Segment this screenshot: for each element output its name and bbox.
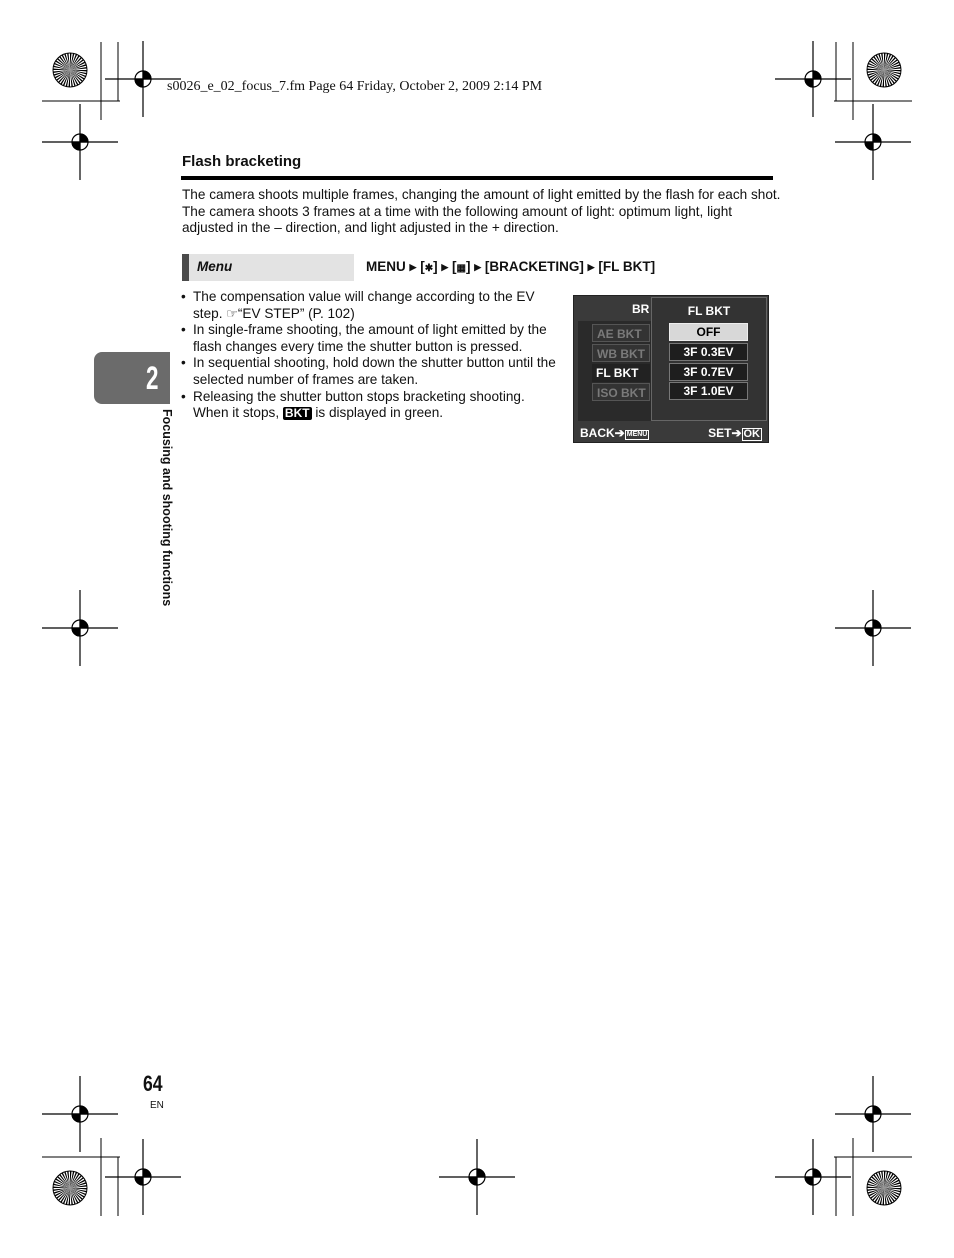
starburst-icon xyxy=(53,1171,87,1205)
option-3f-0-7ev: 3F 0.7EV xyxy=(669,363,748,381)
registration-target-icon xyxy=(42,1076,118,1152)
set-hint: SET➔ OK xyxy=(708,426,760,440)
arrow-right-icon: ▶ xyxy=(441,262,449,272)
back-hint: BACK➔ MENU xyxy=(580,426,648,440)
registration-target-icon xyxy=(775,41,851,117)
menu-item-wb-bkt: WB BKT xyxy=(592,344,650,362)
chapter-title: Focusing and shooting functions xyxy=(160,409,174,607)
page-number: 64 xyxy=(143,1071,163,1096)
registration-target-icon xyxy=(775,1139,851,1215)
arrow-right-icon: ▶ xyxy=(587,262,595,272)
option-3f-0-3ev: 3F 0.3EV xyxy=(669,343,748,361)
registration-target-icon xyxy=(439,1139,515,1215)
list-item: • The compensation value will change according to the EV step. ☞“EV STEP” (P. 102) xyxy=(180,289,558,322)
starburst-icon xyxy=(53,53,87,87)
registration-target-icon xyxy=(835,590,911,666)
menu-button-icon: MENU xyxy=(626,431,648,438)
list-item: • In sequential shooting, hold down the shutter button until the selected number of frames are taken. xyxy=(180,355,558,388)
title-rule xyxy=(181,176,773,180)
menu-step-fl-bkt: [FL BKT] xyxy=(598,259,656,274)
option-3f-1-0ev: 3F 1.0EV xyxy=(669,382,748,400)
chapter-tab xyxy=(94,352,170,404)
starburst-icon xyxy=(867,53,901,87)
registration-target-icon xyxy=(105,1139,181,1215)
arrow-right-icon: ▶ xyxy=(409,262,417,272)
menu-item-fl-bkt: FL BKT xyxy=(592,364,650,382)
camera-menu-screen xyxy=(573,295,769,443)
fl-bkt-popup xyxy=(651,297,767,421)
menu-label: Menu xyxy=(197,259,233,274)
language-code: EN xyxy=(150,1100,164,1111)
menu-item-ae-bkt: AE BKT xyxy=(592,324,650,342)
screen-header: BR xyxy=(632,302,650,316)
registration-target-icon xyxy=(835,104,911,180)
menu-label-box xyxy=(182,254,354,281)
menu-item-iso-bkt: ISO BKT xyxy=(592,383,650,401)
reference-icon: ☞ xyxy=(226,305,238,321)
option-off: OFF xyxy=(669,323,748,341)
ok-button-icon: OK xyxy=(743,428,760,440)
menu-path: MENU ▶ [✱] ▶ [▦] ▶ [BRACKETING] ▶ [FL BKT] xyxy=(366,259,656,274)
section-title: Flash bracketing xyxy=(182,153,302,170)
list-item: • Releasing the shutter button stops bracketing shooting. When it stops, BKT is displayed in green. xyxy=(180,389,558,422)
chapter-number: 2 xyxy=(146,360,159,396)
submenu-icon: ▦ xyxy=(456,263,466,274)
bkt-badge: BKT xyxy=(284,406,310,421)
popup-title: FL BKT xyxy=(687,304,731,318)
list-item: • In single-frame shooting, the amount of light emitted by the flash changes every time the shutter button is pressed. xyxy=(180,322,558,355)
registration-target-icon xyxy=(42,104,118,180)
menu-button-text: MENU xyxy=(366,259,406,274)
custom-menu-icon: ✱ xyxy=(424,263,434,274)
registration-target-icon xyxy=(835,1076,911,1152)
registration-target-icon xyxy=(42,590,118,666)
bullet-list xyxy=(180,289,558,422)
starburst-icon xyxy=(867,1171,901,1205)
file-info: s0026_e_02_focus_7.fm Page 64 Friday, October 2, 2009 2:14 PM xyxy=(167,79,543,94)
intro-paragraph: The camera shoots multiple frames, changing the amount of light emitted by the flash for each shot. The camera shoots 3 frames at a time with the following amount of light: optimum light, light adjusted in the – direction, and light adjusted in the + direction. xyxy=(182,187,781,236)
arrow-right-icon: ▶ xyxy=(474,262,482,272)
screen-footer xyxy=(574,423,768,442)
menu-step-bracketing: [BRACKETING] xyxy=(484,259,584,274)
